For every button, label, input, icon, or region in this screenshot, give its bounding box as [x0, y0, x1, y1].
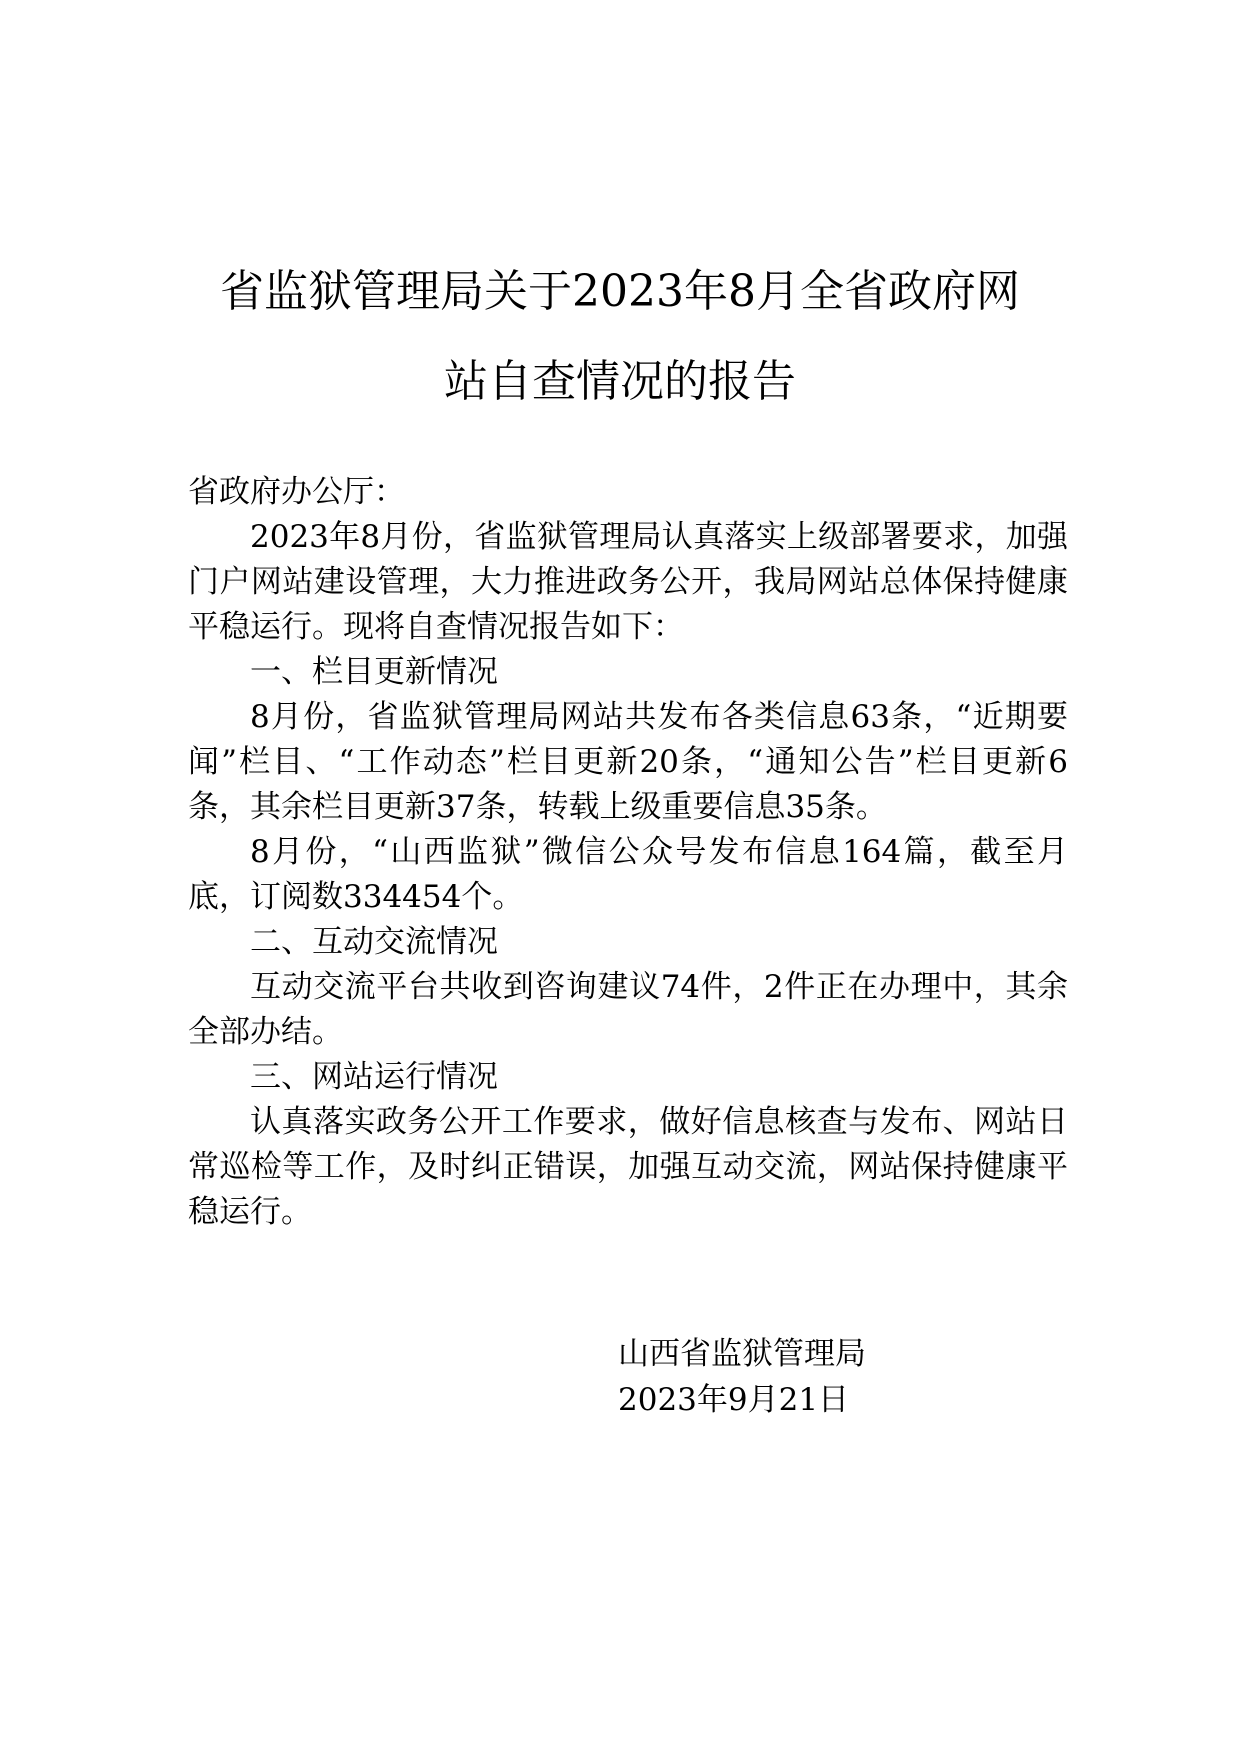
- section-interaction-paragraph: 互动交流平台共收到咨询建议74件，2件正在办理中，其余全部办结。: [188, 969, 1068, 1050]
- section-heading-updates: 一、栏目更新情况: [250, 654, 498, 690]
- section-operation-paragraph: 认真落实政务公开工作要求，做好信息核查与发布、网站日常巡检等工作，及时纠正错误，加强互动交流，网站保持健康平稳运行。: [188, 1104, 1068, 1230]
- salutation: 省政府办公厅：: [188, 474, 405, 510]
- section-updates-paragraph-2: 8月份，“山西监狱”微信公众号发布信息164篇，截至月底，订阅数334454个。: [188, 834, 1068, 915]
- document-title-line-1: 省监狱管理局关于2023年8月全省政府网: [220, 266, 1020, 317]
- intro-paragraph: 2023年8月份，省监狱管理局认真落实上级部署要求，加强门户网站建设管理，大力推进政务公开，我局网站总体保持健康平稳运行。现将自查情况报告如下：: [188, 519, 1068, 645]
- section-heading-interaction: 二、互动交流情况: [250, 924, 498, 960]
- signature-organization: 山西省监狱管理局: [618, 1336, 866, 1372]
- section-updates-paragraph-1: 8月份，省监狱管理局网站共发布各类信息63条，“近期要闻”栏目、“工作动态”栏目更新20条，“通知公告”栏目更新6条，其余栏目更新37条，转载上级重要信息35条。: [188, 699, 1068, 825]
- section-heading-operation: 三、网站运行情况: [250, 1059, 498, 1095]
- document-body: [188, 515, 1068, 1235]
- document-title-line-2: 站自查情况的报告: [444, 356, 796, 407]
- signature-date: 2023年9月21日: [618, 1382, 850, 1418]
